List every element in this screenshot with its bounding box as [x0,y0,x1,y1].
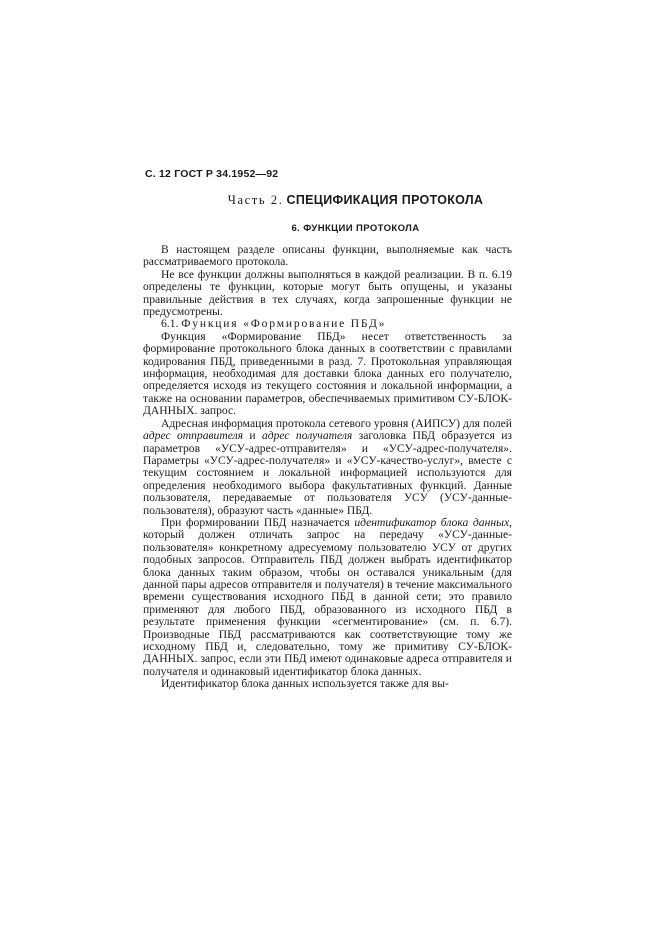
section-title: 6. ФУНКЦИИ ПРОТОКОЛА [291,223,420,234]
text-run: Адресная информация протокола сетевого уровня (АИПСУ) для полей [161,416,512,430]
term-data-unit-id: идентификатор блока данных, [354,515,512,529]
text-run: При формировании ПБД назначается [161,515,355,529]
part-label: Часть 2. [227,193,284,207]
text-run: и [243,429,262,443]
paragraph-address-info [143,418,512,517]
paragraph-data-unit-id [143,517,512,678]
subsection-heading [143,318,512,330]
paragraph-intro: В настоящем разделе описаны функции, выполняемые как часть рассматриваемого протокола. [143,243,512,269]
running-head: С. 12 ГОСТ Р 34.1952—92 [145,168,279,180]
body-text [143,244,512,691]
paragraph-pdu-formation: Функция «Формирование ПБД» несет ответственность за формирование протокольного блока данных в соответствии с правилами кодирования ПБД, приведенными в разд. 7. Протокольная управляющая информация, необходимая для доставки блока данных его получателю, определяется исходя из текущего состояния и локальной информации, а также на основании параметров, обеспечиваемых примитивом СУ-БЛОК-ДАННЫХ. запрос. [143,329,512,418]
part-heading: СПЕЦИФИКАЦИЯ ПРОТОКОЛА [286,193,484,207]
text-run: заголовка ПБД образуется из параметров «УСУ-адрес-отправителя» и «УСУ-адрес-получателя». Параметры «УСУ-адрес-получателя» и «УСУ-качество-услуг», вместе с текущим состоянием и локальной информацией используются для определения необходимого выбора факультативных функций. Данные пользователя, передаваемые от пользователя УСУ (УСУ-данные-пользователя), образуют часть «данные» ПБД. [143,429,512,517]
term-destination-address: адрес получателя [261,429,353,443]
part-title [0,193,661,208]
term-source-address: адрес отправителя [143,429,244,443]
paragraph-continuation: Идентификатор блока данных используется также для вы- [161,677,449,691]
paragraph-optional-functions: Не все функции должны выполняться в каждой реализации. В п. 6.19 определены те функции, которые могут быть опущены, и указаны правильные действия в тех случаях, когда запрошенные функции не предусмотрены. [143,267,512,319]
text-run: который должен отличать запрос на передачу «УСУ-данные-пользователя» конкретному адресуемому пользователю УСУ от других подобных запросов. Отправитель ПБД должен выбрать идентификатор блока данных таким образом, чтобы он оставался уникальным (для данной пары адресов отправителя и получателя) в течение максимального времени существования исходного ПБД в данной сети; это правило применяют для любого ПБД, образованного из исходного ПБД в результате применения функции «сегментирование» (см. п. 6.7). Производные ПБД рассматриваются как соответствующие тому же исходному ПБД и, следовательно, тому же примитиву СУ-БЛОК-ДАННЫХ. запрос, если эти ПБД имеют одинаковые адреса отправителя и получателя и одинаковый идентификатор блока данных. [143,528,512,678]
subsection-title: Функция «Формирование ПБД» [181,317,387,331]
subsection-number: 6.1. [161,317,179,331]
